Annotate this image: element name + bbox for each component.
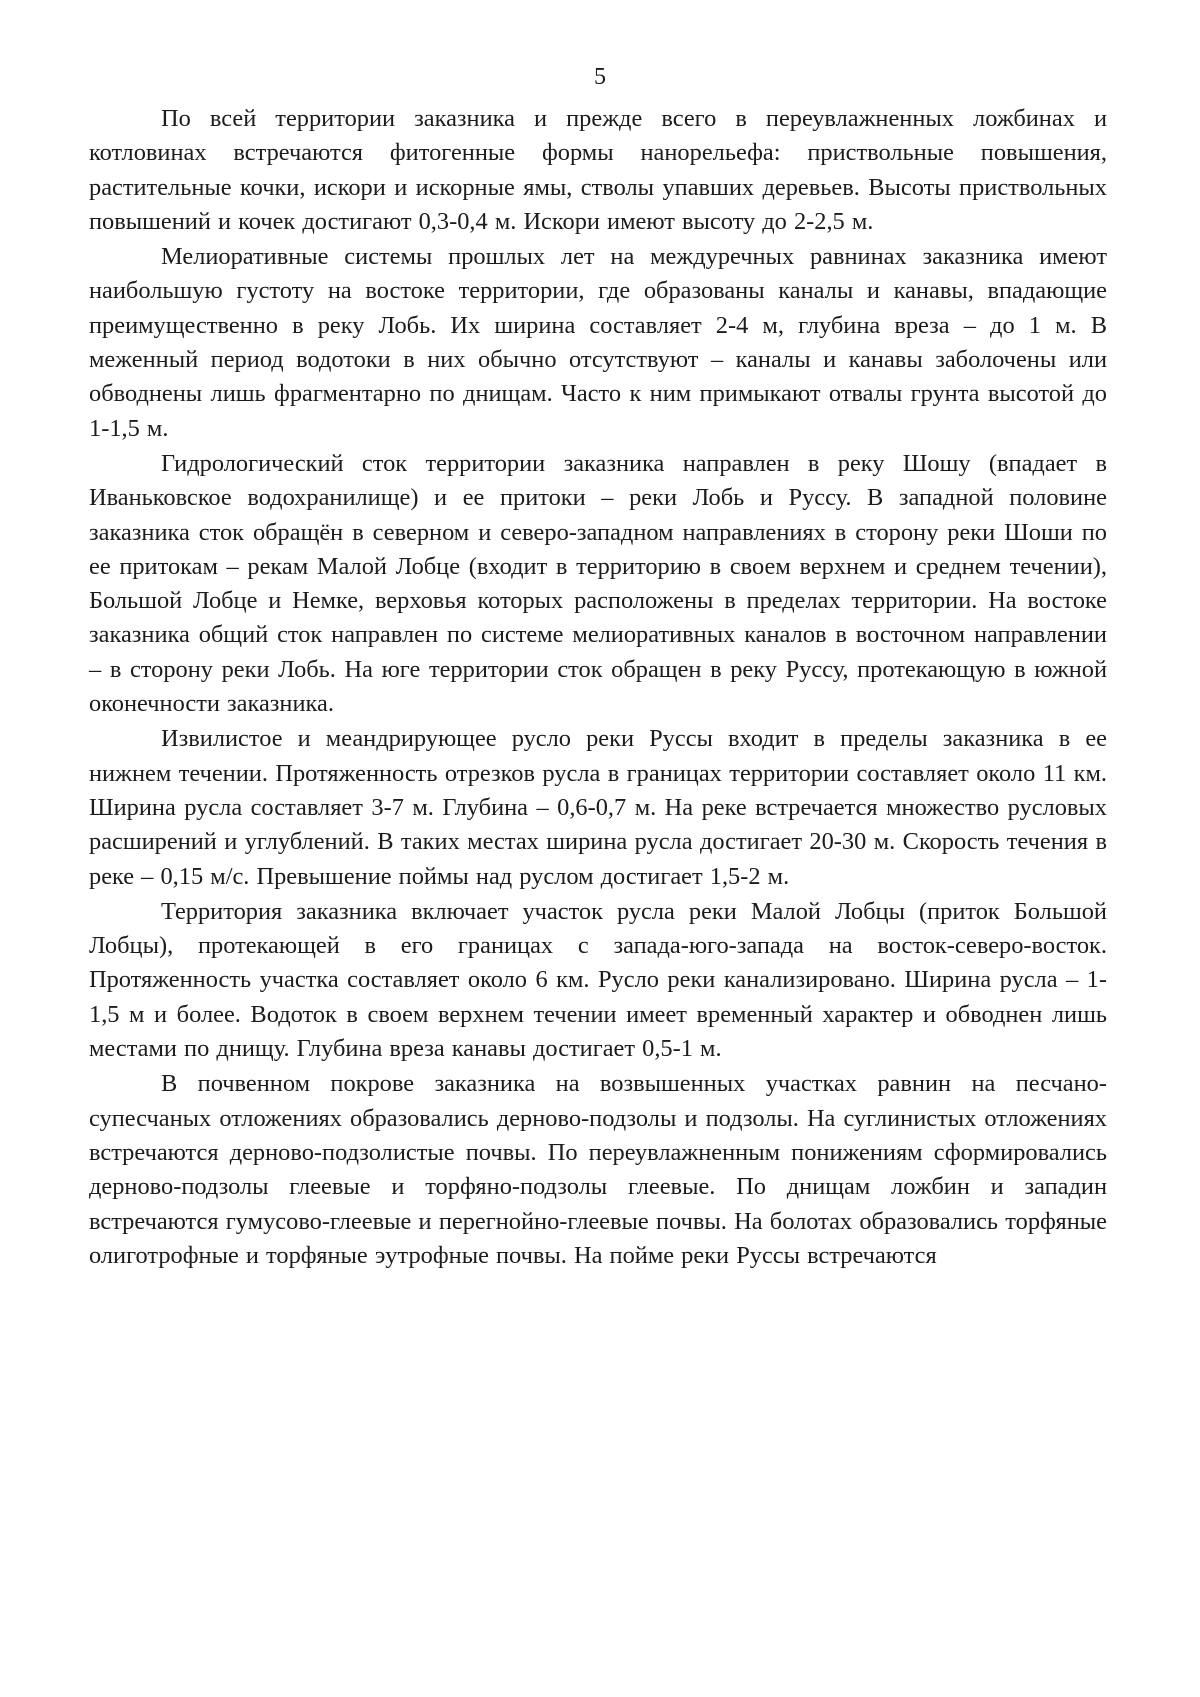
paragraph-soil-cover: В почвенном покрове заказника на возвышенных участках равнин на песчано-супесчаных отложениях образовались дерново-подзолы и подзолы. На суглинистых отложениях встречаются дерново-подзолистые почвы. По переувлажненным понижениям сформировались дерново-подзолы глеевые и торфяно-подзолы глеевые. По днищам ложбин и западин встречаются гумусово-глеевые и перегнойно-глеевые почвы. На болотах образовались торфяные олиготрофные и торфяные эутрофные почвы. На пойме реки Руссы встречаются	[89, 1070, 1107, 1269]
paragraph-malaya-lobtsa-river: Территория заказника включает участок русла реки Малой Лобцы (приток Большой Лобцы), протекающей в его границах с запада-юго-запада на восток-северо-восток. Протяженность участка составляет около 6 км. Русло реки канализировано. Ширина русла – 1-1,5 м и более. Водоток в своем верхнем течении имеет временный характер и обводнен лишь местами по днищу. Глубина вреза канавы достигает 0,5-1 м.	[89, 897, 1107, 1063]
paragraph-melioration-systems: Мелиоративные системы прошлых лет на междуречных равнинах заказника имеют наибольшую густоту на востоке территории, где образованы каналы и канавы, впадающие преимущественно в реку Лобь. Их ширина составляет 2-4 м, глубина вреза – до 1 м. В меженный период водотоки в них обычно отсутствуют – каналы и канавы заболочены или обводнены лишь фрагментарно по днищам. Часто к ним примыкают отвалы грунта высотой до 1-1,5 м.	[89, 243, 1107, 442]
paragraph-nanorelief: По всей территории заказника и прежде всего в переувлажненных ложбинах и котловинах встречаются фитогенные формы нанорельефа: приствольные повышения, растительные кочки, искори и искорные ямы, стволы упавших деревьев. Высоты приствольных повышений и кочек достигают 0,3-0,4 м. Искори имеют высоту до 2-2,5 м.	[89, 105, 1107, 235]
page-number: 5	[594, 64, 606, 90]
paragraph-russa-river: Извилистое и меандрирующее русло реки Руссы входит в пределы заказника в ее нижнем течении. Протяженность отрезков русла в границах территории составляет около 11 км. Ширина русла составляет 3-7 м. Глубина – 0,6-0,7 м. На реке встречается множество русловых расширений и углублений. В таких местах ширина русла достигает 20-30 м. Скорость течения в реке – 0,15 м/с. Превышение поймы над руслом достигает 1,5-2 м.	[89, 725, 1107, 890]
body-text	[89, 102, 1107, 1273]
paragraph-hydrological-runoff: Гидрологический сток территории заказника направлен в реку Шошу (впадает в Иваньковское водохранилище) и ее притоки – реки Лобь и Руссу. В западной половине заказника сток обращён в северном и северо-западном направлениях в сторону реки Шоши по ее притокам – рекам Малой Лобце (входит в территорию в своем верхнем и среднем течении), Большой Лобце и Немке, верховья которых расположены в пределах территории. На востоке заказника общий сток направлен по системе мелиоративных каналов в восточном направлении – в сторону реки Лобь. На юге территории сток обращен в реку Руссу, протекающую в южной оконечности заказника.	[89, 449, 1107, 718]
